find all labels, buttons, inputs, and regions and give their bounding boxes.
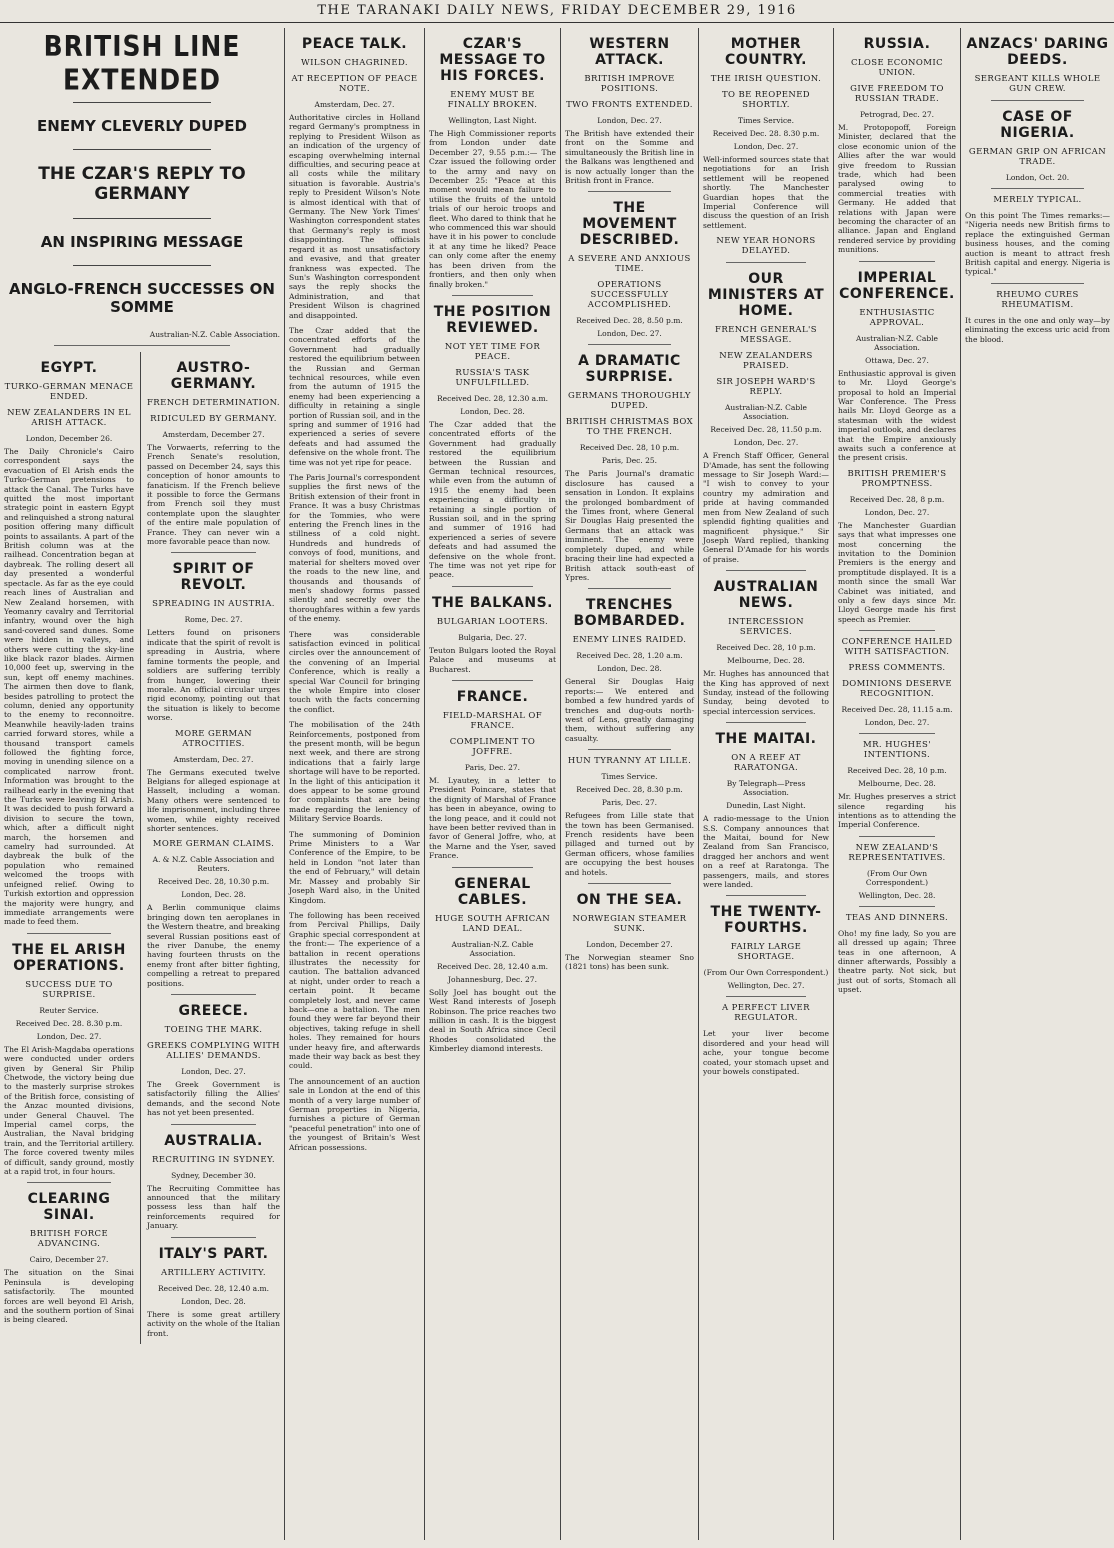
received-line: Received Dec. 28, 1.20 a.m.	[576, 651, 683, 661]
divider	[726, 262, 807, 263]
article-body: The Recruiting Committee has announced that the military possess less than half the reinforcements required for January.	[147, 1183, 280, 1231]
subheading: CONFERENCE HAILED WITH SATISFACTION.	[841, 637, 953, 658]
dateline: London, December 27.	[586, 940, 673, 949]
subheading: HUN TYRANNY AT LILLE.	[567, 756, 692, 767]
received-line: Received Dec. 28, 12.30 a.m.	[437, 393, 548, 403]
divider	[171, 994, 256, 995]
deck-headline: AN INSPIRING MESSAGE	[40, 233, 244, 251]
received-line: Received Dec. 28, 10 p.m.	[847, 766, 947, 776]
source-line: A. & N.Z. Cable Association and Reuters.	[152, 855, 275, 874]
divider	[27, 1182, 110, 1183]
dateline: Bulgaria, Dec. 27.	[458, 632, 527, 642]
divider	[54, 345, 231, 346]
subheading: FIELD-MARSHAL OF FRANCE.	[442, 711, 543, 732]
source-line: Times Service.	[737, 116, 794, 125]
subheading: AT RECEPTION OF PEACE NOTE.	[291, 74, 418, 94]
article-body: The Vorwaerts, referring to the French Senate's resolution, passed on December 24, says this conception of honor amounts to fanaticism. If the French believe it possible to force the Germans from French soil they must contemplate upon the slaughter of the entire male population of France. They can never win a more favorable peace than now.	[147, 443, 280, 547]
subheading: NORWEGIAN STEAMER SUNK.	[572, 914, 687, 934]
main-headline: BRITISH LINE EXTENDED	[43, 29, 241, 97]
subheading: ON A REEF AT RARATONGA.	[731, 753, 801, 774]
divider	[726, 722, 807, 723]
section-heading: SPIRIT OF REVOLT.	[172, 561, 255, 594]
dateline: Ottawa, Dec. 27.	[865, 355, 929, 365]
article-body: M. Lyautey, in a letter to President Poincare, states that the dignity of Marshal of France has been in abeyance, owing to the long peace, and it could not have been better revived than in favor of General Joffre, who, at the Marne and the Yser, saved France.	[429, 776, 556, 861]
section-heading: ANZACS' DARING DEEDS.	[966, 36, 1109, 68]
subheading: BULGARIAN LOOTERS.	[436, 616, 549, 627]
subheading: FAIRLY LARGE SHORTAGE.	[730, 942, 802, 963]
divider	[859, 906, 935, 907]
subheading: SPREADING IN AUSTRIA.	[152, 599, 275, 610]
divider	[588, 191, 671, 192]
dateline: Dunedin, Last Night.	[726, 801, 806, 811]
section-heading: A DRAMATIC SURPRISE.	[578, 353, 681, 386]
article-body: A Berlin communique claims bringing down ten aeroplanes in the Western theatre, and breaking several Russian positions east of the river Danube, the enemy having fourteen thrusts on the enemy front after bitter fighting, compelling a retreat to prepared positions.	[147, 903, 280, 988]
subheading: SUCCESS DUE TO SURPRISE.	[25, 979, 113, 1000]
article-body: The situation on the Sinai Peninsula is developing satisfactorily. The mounted forces are well beyond El Arish, and the southern portion of Sinai is being cleared.	[4, 1268, 134, 1325]
dateline: London, Dec. 28.	[460, 406, 525, 416]
section-heading: TRENCHES BOMBARDED.	[573, 597, 686, 630]
divider	[859, 261, 935, 262]
received-line: Received Dec. 28, 11.50 p.m.	[710, 425, 822, 435]
article-body: A radio-message to the Union S.S. Company announces that the Maitai, bound for New Zealand from San Francisco, dragged her anchors and went on a reef at Raratonga. The passengers, mails, and stores were landed.	[703, 814, 829, 889]
subheading: NEW ZEALAND'S REPRESENTATIVES.	[848, 842, 946, 863]
subheading: A SEVERE AND ANXIOUS TIME.	[568, 254, 691, 275]
dateline: London, Oct. 20.	[1005, 173, 1070, 182]
section-heading: AUSTRALIAN NEWS.	[713, 579, 819, 612]
received-line: Received Dec. 28, 8.50 p.m.	[576, 316, 683, 326]
subheading: RHEUMO CURES RHEUMATISM.	[996, 289, 1079, 310]
subheading: MORE GERMAN CLAIMS.	[152, 839, 275, 850]
dateline: London, Dec. 27.	[864, 507, 930, 517]
section-heading: THE EL ARISH OPERATIONS.	[12, 941, 126, 974]
divider	[452, 867, 533, 868]
section-heading: AUSTRO-GERMANY.	[170, 360, 257, 392]
dateline: Wellington, Dec. 28.	[858, 890, 936, 900]
received-line: Received Dec. 28, 12.40 a.m.	[158, 1283, 269, 1293]
article-body: Enthusiastic approval is given to Mr. Lloyd George's proposal to hold an Imperial War Conference. The Press hails Mr. Lloyd George as a statesman with the widest imperial outlook, and declares that the Empire anxiously awaits such a conference at the present crisis.	[838, 368, 956, 463]
article-body: Letters found on prisoners indicate that the spirit of revolt is spreading in Austria, where famine torments the people, and soldiers are suffering terribly from hunger, lowering their morale. An official circular urges rigid economy, pointing out that the situation is likely to become worse.	[147, 628, 280, 723]
dateline: Melbourne, Dec. 28.	[858, 779, 936, 789]
dateline: Amsterdam, Dec. 27.	[314, 100, 395, 109]
article-body: The Daily Chronicle's Cairo correspondent says the evacuation of El Arish ends the Turko-German pretensions to attack the Canal. The Turks have quitted the most important strategic point in eastern Egypt and relinquished a strong natural position offering many difficult points to assailants. A part of the British column was at the railhead. Concentration began at daybreak. The rolling desert all day presented a wonderful spectacle. As far as the eye could reach lines of Australian and New Zealand horsemen, with Yeomanry cavalry and Territorial infantry, wound over the high sand-covered sand dunes. Some were hidden in valleys, and others were cutting the sky-line like black razor blades. Airmen 10,000 feet up, swerving in the sun, kept off enemy machines. The airmen then dove to flank, besides patrolling to protect the column, denied any opportunity to the enemy to reconnoitre. Meanwhile heavily-laden trains carried forward stores, while a thousand transport camels followed the fighting force, moving in unending silence on a complicated narrow front. Information was brought to the railhead early in the evening that the Turks were leaving El Arish. It was decided to push forward a division to secure the town, which, after a difficult night march, the horsemen and camelry had surrounded. At daybreak the bulk of the population who remained welcomed the troops with unfeigned relief. Owing to Turkish extortion and oppression the majority were hungry, and immediate arrangements were made to feed them.	[4, 447, 134, 927]
subheading: RECRUITING IN SYDNEY.	[152, 1154, 275, 1165]
subheading: SERGEANT KILLS WHOLE GUN CREW.	[974, 74, 1101, 94]
divider	[859, 733, 935, 734]
dateline: Johannesburg, Dec. 27.	[448, 974, 537, 984]
dateline: Petrograd, Dec. 27.	[859, 110, 935, 119]
article-body: The summoning of Dominion Prime Ministers to a War Conference of the Empire, to be held in London "not later than the end of February," will detain Mr. Massey and probably Sir Joseph Ward also, in the United Kingdom.	[289, 829, 420, 905]
subheading: RUSSIA'S TASK UNFULFILLED.	[455, 367, 530, 388]
divider	[452, 680, 533, 681]
section-heading: AUSTRALIA.	[164, 1132, 263, 1149]
subheading: INTERCESSION SERVICES.	[728, 617, 804, 638]
article-body: The British have extended their front on the Somme and simultaneously the British line in the Balkans was lengthened and is now actually longer than the British front in France.	[565, 129, 694, 186]
article-body: The Manchester Guardian says that what impresses one most concerning the invitation to the Dominion Premiers is the energy and promptitude displayed. It is a month since the small War Cabinet was initiated, and only a few days since Mr. Lloyd George made his first speech as Premier.	[838, 520, 956, 624]
received-line: Received Dec. 28, 10.30 p.m.	[157, 877, 270, 887]
column-1	[0, 28, 284, 1540]
masthead: THE TARANAKI DAILY NEWS, FRIDAY DECEMBER 29, 1916	[0, 0, 1114, 23]
section-heading: GENERAL CABLES.	[454, 875, 531, 908]
article-body: There is some great artillery activity on the whole of the Italian front.	[147, 1309, 280, 1338]
article-body: Mr. Hughes preserves a strict silence regarding his intentions as to attending the Imperial Conference.	[838, 792, 956, 830]
article-body: Mr. Hughes has announced that the King has approved of next Sunday, instead of the following Sunday, being devoted to special intercession services.	[703, 669, 829, 716]
subheading: GREEKS COMPLYING WITH ALLIES' DEMANDS.	[147, 1041, 280, 1062]
section-heading: CLEARING SINAI.	[27, 1191, 111, 1224]
divider	[991, 283, 1084, 284]
column-5	[699, 28, 833, 1540]
section-heading: THE POSITION REVIEWED.	[433, 303, 552, 336]
subheading: TO BE REOPENED SHORTLY.	[721, 90, 811, 110]
article-body: The Paris Journal's dramatic disclosure has caused a sensation in London. It explains the prolonged bombardment of the Times front, where General Sir Douglas Haig presented the Germans that an attack was imminent. The enemy were completely duped, and while bracing their line had expected a British attack south-east of Ypres.	[565, 469, 694, 582]
article-body: The El Arish-Magdaba operations were conducted under orders given by General Sir Philip Chetwode, the victory being due to the masterly surprise strokes of the British force, consisting of the Anzac mounted divisions, under General Chauvel. The Imperial camel corps, the Australian, the Naval bridging train, and the Territorial artillery. The force covered twenty miles of difficult, sandy ground, mostly at a rapid trot, in four hours.	[4, 1044, 134, 1176]
dateline: London, Dec. 27.	[597, 116, 662, 125]
received-line: Received Dec. 28, 12.40 a.m.	[437, 961, 548, 971]
article-body: Authoritative circles in Holland regard Germany's promptness in replying to President Wilson as an indication of the urgency of escaping overwhelming internal difficulties, and securing peace at all costs while the military situation is favorable. Austria's reply to President Wilson's Note is almost identical with that of Germany. The New York Times' Washington correspondent states that Germany's reply is most disappointing. The officials regard it as most unsatisfactory and evasive, and that greater frankness was expected. The Sun's Washington correspondent says the reply shocks the Administration, and that President Wilson is chagrined and disappointed.	[289, 113, 420, 320]
subheading: ENTHUSIASTIC APPROVAL.	[859, 307, 935, 328]
dateline: London, Dec. 27.	[181, 1067, 246, 1077]
received-line: Received Dec. 28, 10 p.m.	[579, 443, 680, 453]
divider	[991, 188, 1084, 189]
divider	[73, 218, 211, 219]
section-heading: EGYPT.	[40, 360, 98, 376]
article-body: The following has been received from Percival Phillips, Daily Graphic special correspondent at the front:— The experience of a battalion in recent operations illustrates the necessity for caution. The battalion advanced at night, under order to reach a certain point. It became completely lost, and never came back—one a battalion. The men found they were far beyond their objectives, taking refuge in shell holes. They remained for hours under heavy fire, and afterwards made their way back as best they could.	[289, 910, 420, 1071]
subheading: TURKO-GERMAN MENACE ENDED.	[4, 382, 134, 402]
dateline: Sydney, December 30.	[171, 1170, 256, 1180]
divider	[452, 586, 533, 587]
subheading: TWO FRONTS EXTENDED.	[566, 100, 693, 110]
divider	[726, 895, 807, 896]
article-body: The Greek Government is satisfactorily filling the Allies' demands, and the second Note has not yet been presented.	[147, 1080, 280, 1118]
article-body: Oho! my fine lady, So you are all dressed up again; Three teas in one afternoon, A dinner afterwards, Possibly a theatre party. Not sick, but just out of sorts, Stomach all upset.	[838, 928, 956, 995]
section-heading: CASE OF NIGERIA.	[1000, 109, 1075, 141]
subheading: ENEMY MUST BE FINALLY BROKEN.	[447, 90, 538, 110]
divider	[73, 149, 211, 150]
article-body: Well-informed sources state that negotiations for an Irish settlement will be reopened shortly. The Manchester Guardian hopes that the Imperial Conference will discuss the question of an Irish settlement.	[703, 155, 829, 230]
subheading: NEW ZEALANDERS PRAISED.	[719, 351, 813, 372]
dateline: London, Dec. 28.	[597, 664, 662, 674]
source-line: Australian-N.Z. Cable Association.	[725, 403, 807, 422]
received-line: Received Dec. 28. 8.30 p.m.	[712, 129, 820, 138]
dateline: Melbourne, Dec. 28.	[727, 656, 805, 666]
column-6	[834, 28, 960, 1540]
deck-headline: ENEMY CLEVERLY DUPED	[37, 117, 247, 135]
section-heading: THE MAITAI.	[715, 731, 817, 748]
dateline: Rome, Dec. 27.	[184, 615, 243, 625]
dateline: Amsterdam, Dec. 27.	[173, 754, 254, 764]
section-heading: IMPERIAL CONFERENCE.	[839, 269, 955, 302]
dateline: London, December 26.	[25, 434, 113, 443]
subheading: ARTILLERY ACTIVITY.	[160, 1267, 266, 1278]
subheading: FRENCH GENERAL'S MESSAGE.	[715, 325, 817, 346]
received-line: Received Dec. 28, 8.30 p.m.	[576, 785, 683, 795]
article-body: General Sir Douglas Haig reports:— We entered and bombed a few hundred yards of trenches and dug-outs north-west of Lens, greatly damaging them, without suffering any casualty.	[565, 677, 694, 743]
divider	[588, 344, 671, 345]
source-line: Times Service.	[601, 772, 658, 782]
dateline: London, Dec. 27.	[864, 718, 930, 728]
section-heading: THE MOVEMENT DESCRIBED.	[579, 200, 680, 249]
subheading: FRENCH DETERMINATION.	[147, 398, 281, 408]
column-3	[425, 28, 560, 1540]
dateline: Paris, Dec. 27.	[464, 763, 521, 773]
dateline: London, Dec. 28.	[181, 1296, 246, 1306]
article-body: The Norwegian steamer Sno (1821 tons) has been sunk.	[565, 953, 694, 972]
deck-headline: THE CZAR'S REPLY TO GERMANY	[38, 164, 246, 204]
divider	[452, 295, 533, 296]
article-body: M. Protopopoff, Foreign Minister, declared that the close economic union of the Allies after the war would give freedom to Russian trade, which had been paralysed owing to commercial treaties with Germany. He added that relations with Japan were becoming the character of an alliance. Japan and England rendered service by providing munitions.	[838, 123, 956, 255]
section-heading: MOTHER COUNTRY.	[725, 36, 807, 68]
subheading: MORE GERMAN ATROCITIES.	[174, 728, 253, 749]
source-line: Australian-N.Z. Cable Association.	[451, 939, 534, 958]
source-line: By Telegraph—Press Association.	[726, 779, 806, 798]
subheading: NOT YET TIME FOR PEACE.	[444, 341, 541, 362]
subheading: PRESS COMMENTS.	[848, 663, 946, 674]
source-line: (From Our Own Correspondent.)	[703, 968, 829, 978]
divider	[73, 265, 211, 266]
subheading: NEW YEAR HONORS DELAYED.	[716, 236, 816, 257]
received-line: Received Dec. 28. 8.30 p.m.	[15, 1018, 123, 1028]
subheading: TEAS AND DINNERS.	[845, 912, 949, 923]
section-heading: CZAR'S MESSAGE TO HIS FORCES.	[439, 36, 546, 84]
subheading: RIDICULED BY GERMANY.	[150, 414, 277, 424]
article-body: The Germans executed twelve Belgians for alleged espionage at Hasselt, including a woman. Many others were sentenced to life imprisonment, including three women, while eighty received shorter sentences.	[147, 767, 280, 833]
credit-line: Australian-N.Z. Cable Association.	[149, 330, 280, 339]
divider	[73, 102, 211, 103]
divider	[726, 570, 807, 571]
subheading: HUGE SOUTH AFRICAN LAND DEAL.	[434, 913, 551, 934]
subheading: GIVE FREEDOM TO RUSSIAN TRADE.	[850, 84, 944, 104]
received-line: Received Dec. 28, 11.15 a.m.	[841, 705, 953, 715]
dateline: London, Dec. 27.	[733, 438, 799, 448]
divider	[991, 100, 1084, 101]
subheading: GERMAN GRIP ON AFRICAN TRADE.	[968, 147, 1107, 167]
subheading: ENEMY LINES RAIDED.	[572, 635, 687, 646]
article-body: On this point The Times remarks:— "Nigeria needs new British firms to replace the extinguished German business houses, and the coming auction is meant to attract fresh British capital and energy. Nigeria is typical."	[965, 211, 1110, 277]
article-body: The Czar added that the concentrated efforts of the Government had gradually restored the equilibrium between the Russian and German technical resources, while even from the autumn of 1915 the enemy had been experiencing a difficulty in retaining a single portion of Russian soil, and in the spring and summer of 1916 had experienced a series of severe defeats and had assumed the defensive on the whole front. The time was not yet ripe for peace.	[429, 419, 556, 580]
article-body: The High Commissioner reports from London under date December 27, 9.55 p.m.:— The Czar issued the following order to the army and navy on December 25: "Peace at this moment would mean failure to utilise the fruits of the untold trials of our heroic troops and fleet. Who dared to think that he who commenced this war should have it in his power to conclude it at any time he liked? Peace can only come after the enemy has been driven from the frontiers, and then only when finally broken."	[429, 129, 556, 289]
deck-headline: ANGLO-FRENCH SUCCESSES ON SOMME	[9, 280, 275, 316]
article-body: The Czar added that the concentrated efforts of the Government had gradually restored the equilibrium between the Russian and German technical resources, while even from the autumn of 1915 the enemy had been experiencing a difficulty in retaining a single portion of Russian soil, and in the spring and summer of 1916 had experienced a series of severe defeats and had assumed the defensive on the whole front. The time was not yet ripe for peace.	[289, 325, 420, 467]
source-line: (From Our Own Correspondent.)	[865, 868, 929, 887]
subheading: MERELY TYPICAL.	[993, 195, 1082, 205]
subheading: BRITISH PREMIER'S PROMPTNESS.	[847, 468, 947, 489]
subheading: A PERFECT LIVER REGULATOR.	[722, 1003, 810, 1024]
section-heading: PEACE TALK.	[301, 36, 408, 52]
subheading: DOMINIONS DESERVE RECOGNITION.	[842, 679, 952, 700]
divider	[588, 588, 671, 589]
dateline: Wellington, Dec. 27.	[727, 981, 805, 991]
subheading: OPERATIONS SUCCESSFULLY ACCOMPLISHED.	[587, 280, 672, 311]
section-heading: RUSSIA.	[863, 36, 931, 52]
article-body: The Paris Journal's correspondent supplies the first news of the British extension of their front in France. It was a busy Christmas for the Tommies, who were entering the French lines in the stillness of a cold night. Hundreds and hundreds of convoys of food, munitions, and material for shelters moved over the roads to the new line, and thousands and thousands of men's shadowy forms passed silently and secretly over the thoroughfares within a few yards of the enemy.	[289, 473, 421, 624]
article-body: It cures in the one and only way—by eliminating the excess uric acid from the blood.	[965, 315, 1110, 344]
dateline: Paris, Dec. 25.	[601, 456, 658, 466]
article-body: Solly Joel has bought out the West Rand interests of Joseph Robinson. The price reaches two million in cash. It is the biggest deal in South Africa since Cecil Rhodes consolidated the Kimberley diamond interests.	[429, 987, 556, 1054]
received-line: Received Dec. 28, 10 p.m.	[716, 643, 816, 653]
divider	[859, 836, 935, 837]
subheading: TOEING THE MARK.	[164, 1025, 263, 1036]
dateline: Amsterdam, December 27.	[162, 430, 265, 439]
section-heading: WESTERN ATTACK.	[589, 36, 670, 68]
column-4	[561, 28, 698, 1540]
divider	[171, 1124, 256, 1125]
dateline: London, Dec. 27.	[733, 142, 799, 151]
divider	[171, 552, 256, 553]
column-2	[285, 28, 424, 1540]
article-body: Let your liver become disordered and your head will ache, your tongue become coated, your stomach upset and your bowels constipated.	[703, 1029, 829, 1077]
subheading: MR. HUGHES' INTENTIONS.	[862, 740, 932, 761]
divider	[588, 883, 671, 884]
subheading: COMPLIMENT TO JOFFRE.	[449, 737, 536, 758]
section-heading: OUR MINISTERS AT HOME.	[707, 271, 825, 320]
dateline: London, Dec. 27.	[36, 1031, 102, 1041]
subheading: BRITISH FORCE ADVANCING.	[29, 1229, 109, 1250]
subheading: WILSON CHAGRINED.	[301, 58, 408, 68]
subheading: CLOSE ECONOMIC UNION.	[850, 58, 944, 78]
article-body: A French Staff Officer, General D'Amade, has sent the following message to Sir Joseph Ward:— "I wish to convey to your country my admiration and pride at having commanded men from New Zealand of such splendid fighting qualities and magnificent physique." Sir Joseph Ward replied, thanking General D'Amade for his words of praise.	[703, 451, 829, 564]
source-line: Reuter Service.	[39, 1005, 99, 1015]
article-body: Refugees from Lille state that the town has been Germanised. French residents have been pillaged and turned out by German officers, whose families are occupying the best houses and hotels.	[565, 811, 694, 877]
dateline: Wellington, Last Night.	[448, 116, 537, 125]
subheading: THE IRISH QUESTION.	[710, 74, 822, 84]
section-heading: ITALY'S PART.	[158, 1245, 269, 1262]
section-heading: THE TWENTY-FOURTHS.	[710, 904, 822, 937]
subheading: BRITISH IMPROVE POSITIONS.	[584, 74, 675, 94]
received-line: Received Dec. 28, 8 p.m.	[849, 494, 945, 504]
article-body: There was considerable satisfaction evinced in political circles over the announcement of the convening of an Imperial Conference, which is really a special War Council for bringing the whole Empire into closer touch with the facts concerning the conflict.	[289, 629, 420, 714]
dateline: London, Dec. 28.	[181, 890, 246, 900]
section-heading: THE BALKANS.	[432, 594, 553, 611]
divider	[588, 749, 671, 750]
divider	[726, 996, 807, 997]
divider	[27, 933, 110, 934]
section-heading: FRANCE.	[456, 689, 529, 706]
section-heading: GREECE.	[178, 1003, 249, 1020]
divider	[171, 1237, 256, 1238]
subheading: SIR JOSEPH WARD'S REPLY.	[716, 377, 816, 398]
article-body: The announcement of an auction sale in London at the end of this month of a very large number of German properties in Nigeria, furnishes a picture of German "peaceful penetration" into one of the youngest of Britain's West African possessions.	[289, 1076, 420, 1152]
subheading: GERMANS THOROUGHLY DUPED.	[568, 391, 691, 412]
article-body: The mobilisation of the 24th Reinforcements, postponed from the present month, will be begun next week, and there are strong indications that a fairly large shortage will have to be reported. In the light of this anticipation it does appear to be some ground for complaints that are being made regarding the leniency of Military Service Boards.	[289, 720, 420, 824]
subheading: BRITISH CHRISTMAS BOX TO THE FRENCH.	[565, 417, 694, 438]
dateline: London, Dec. 27.	[597, 329, 662, 339]
subheading: NEW ZEALANDERS IN EL ARISH ATTACK.	[7, 408, 131, 428]
dateline: Paris, Dec. 27.	[601, 798, 658, 808]
section-heading: ON THE SEA.	[576, 892, 683, 908]
source-line: Australian-N.Z. Cable Association.	[856, 333, 938, 352]
column-7	[961, 28, 1114, 1540]
article-body: Teuton Bulgars looted the Royal Palace and museums at Bucharest.	[429, 645, 556, 674]
divider	[859, 630, 935, 631]
dateline: Cairo, December 27.	[29, 1255, 109, 1265]
